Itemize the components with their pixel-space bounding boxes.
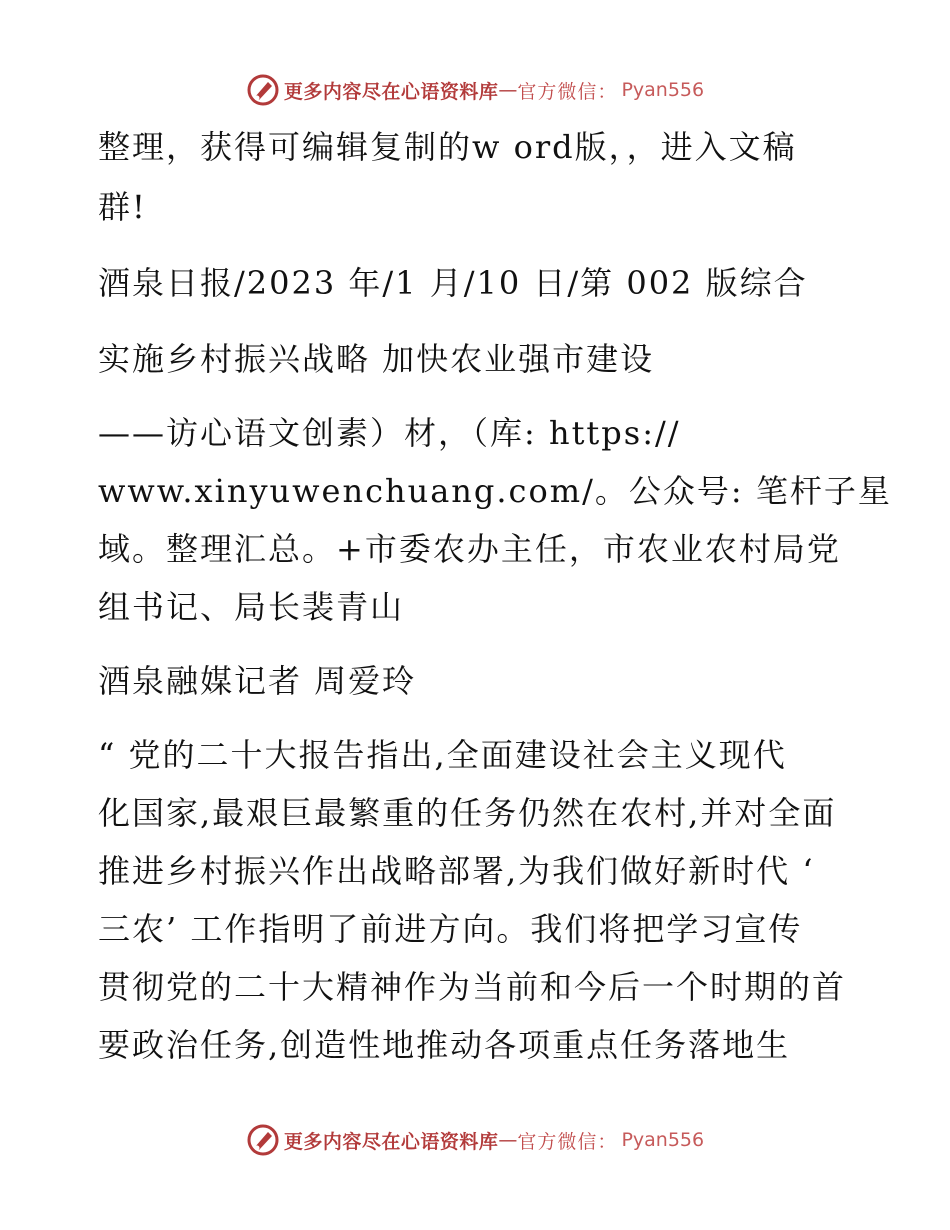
banner-text: 更多内容尽在心语资料库 xyxy=(283,1130,499,1153)
text-line: 整理，获得可编辑复制的w ord版，，进入文稿 xyxy=(98,128,797,166)
text-line: ——访心语文创素）材，（库: https:// xyxy=(98,414,681,452)
footer-watermark xyxy=(0,1120,950,1160)
text-line: 三农’ 工作指明了前进方向。我们将把学习宣传 xyxy=(98,910,803,948)
article-title: 实施乡村振兴战略 加快农业强市建设 xyxy=(98,340,655,378)
source-line: 酒泉日报/2023 年/1 月/10 日/第 002 版综合 xyxy=(98,264,808,302)
text-line: 化国家,最艰巨最繁重的任务仍然在农村,并对全面 xyxy=(98,794,837,832)
banner-wechat-id: Pyan556 xyxy=(621,79,705,101)
pen-logo-icon xyxy=(246,1123,280,1157)
text-line: 组书记、局长裴青山 xyxy=(98,588,405,626)
banner-text: 更多内容尽在心语资料库 xyxy=(283,80,499,103)
banner-separator: — xyxy=(498,79,518,101)
text-line: www.xinyuwenchuang.com/。公众号: 笔杆子星 xyxy=(98,472,892,510)
banner-label: 官方微信： xyxy=(517,80,618,103)
banner-wechat-id: Pyan556 xyxy=(621,1129,705,1151)
text-line: 推进乡村振兴作出战略部署,为我们做好新时代 ‘ xyxy=(98,852,815,890)
reporter-line: 酒泉融媒记者 周爱玲 xyxy=(98,662,417,700)
pen-logo-icon xyxy=(246,73,280,107)
text-line: 域。整理汇总。+市委农办主任，市农业农村局党 xyxy=(98,530,841,568)
text-line: “ 党的二十大报告指出,全面建设社会主义现代 xyxy=(98,736,787,774)
banner-label: 官方微信： xyxy=(517,1130,618,1153)
header-watermark xyxy=(0,70,950,110)
text-line: 贯彻党的二十大精神作为当前和今后一个时期的首 xyxy=(98,968,847,1006)
banner-separator: — xyxy=(498,1129,518,1151)
text-line: 群! xyxy=(98,188,147,226)
text-line: 要政治任务,创造性地推动各项重点任务落地生 xyxy=(98,1026,791,1064)
